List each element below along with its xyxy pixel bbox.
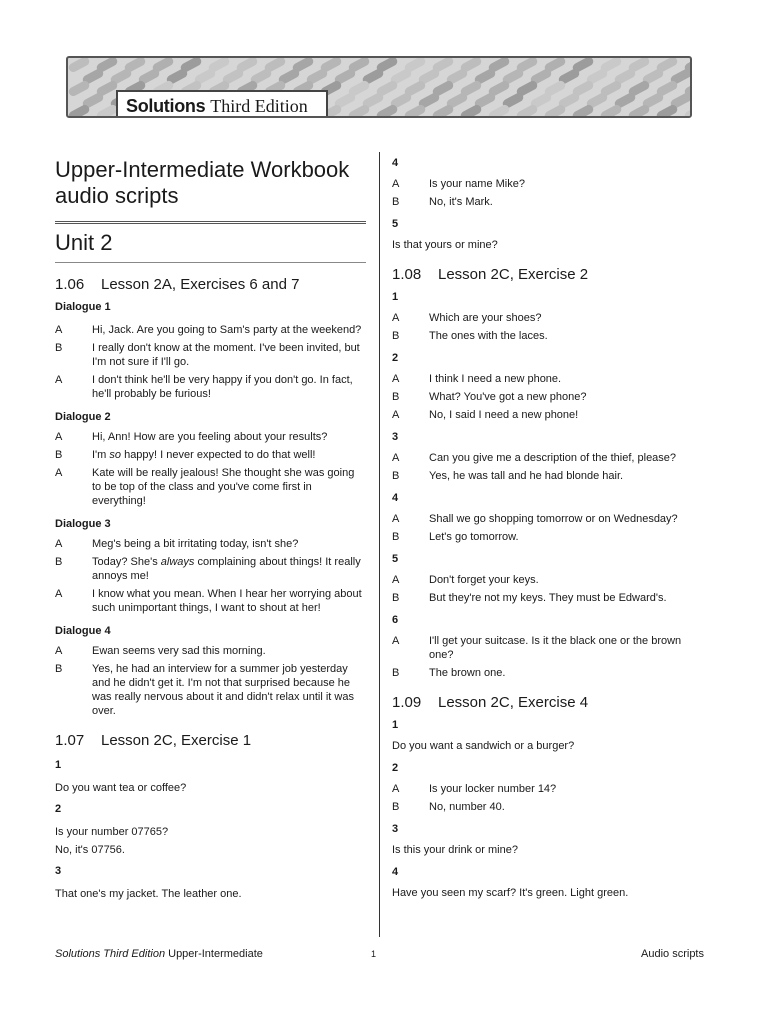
item-number: 3 [392, 431, 399, 443]
line-text: No, I said I need a new phone! [429, 409, 579, 421]
dialogue-line [392, 591, 704, 605]
speaker-label: B [392, 196, 400, 208]
dialogue-line [392, 666, 704, 680]
line-text: Is your locker number 14? [429, 783, 557, 795]
item-number: 2 [55, 803, 62, 815]
section-title: Lesson 2C, Exercise 4 [438, 694, 589, 711]
line-text: No, number 40. [429, 801, 505, 813]
text-part: happy! I never expected to do that well! [121, 449, 316, 461]
text-part: Today? She's [92, 556, 161, 568]
text-part: I'm [92, 449, 110, 461]
line-text: Meg's being a bit irritating today, isn't she? [92, 538, 299, 550]
page-number: 1 [371, 949, 377, 959]
item-text: Is your number 07765? [55, 826, 169, 838]
speaker-label: A [55, 588, 63, 600]
speaker-label: B [55, 663, 63, 675]
speaker-label: A [392, 373, 400, 385]
dialogue-line [55, 323, 366, 337]
line-text: Yes, he was tall and he had blonde hair. [429, 470, 624, 482]
line-text [92, 555, 366, 583]
item-number: 4 [392, 492, 399, 504]
speaker-label: B [392, 391, 400, 403]
dialogue-line [392, 573, 704, 587]
dialogue-label: Dialogue 1 [55, 301, 111, 313]
item-number: 4 [392, 866, 399, 878]
dialogue-label: Dialogue 4 [55, 625, 111, 637]
banner-pill [68, 79, 91, 97]
speaker-label: A [55, 431, 63, 443]
item-number: 2 [392, 352, 399, 364]
section-heading-1-06 [55, 276, 366, 294]
dialogue-line [392, 451, 704, 465]
speaker-label: B [392, 531, 400, 543]
line-text: I think I need a new phone. [429, 373, 562, 385]
speaker-label: A [392, 409, 400, 421]
line-text: No, it's Mark. [429, 196, 493, 208]
unit-heading: Unit 2 [55, 230, 113, 255]
header-banner [66, 56, 692, 118]
speaker-label: A [55, 645, 63, 657]
item-text: Do you want tea or coffee? [55, 782, 187, 794]
section-heading-1-09 [392, 694, 704, 712]
speaker-label: B [55, 556, 63, 568]
line-text: Hi, Jack. Are you going to Sam's party at the weekend? [92, 324, 362, 336]
speaker-label: B [392, 330, 400, 342]
dialogue-label: Dialogue 2 [55, 411, 111, 423]
section-number: 1.09 [392, 694, 422, 711]
text-part: complaining about things! It really annoys me! [92, 556, 361, 582]
speaker-label: B [55, 342, 63, 354]
speaker-label: A [392, 635, 400, 647]
line-text: Ewan seems very sad this morning. [92, 645, 266, 657]
footer-book-title [55, 947, 263, 961]
speaker-label: A [392, 513, 400, 525]
item-number: 5 [392, 218, 399, 230]
item-number: 1 [392, 291, 399, 303]
footer-series: Solutions Third Edition [55, 948, 166, 960]
left-column [55, 150, 366, 901]
emphasis-text: so [109, 449, 122, 461]
dialogue-line [392, 782, 704, 796]
line-text: I know what you mean. When I hear her worrying about such unimportant things, I want to shout at her! [92, 588, 362, 614]
line-text: Hi, Ann! How are you feeling about your results? [92, 431, 328, 443]
speaker-label: B [392, 667, 400, 679]
dialogue-line [392, 408, 704, 422]
dialogue-line [392, 469, 704, 483]
dialogue-line [392, 530, 704, 544]
speaker-label: A [392, 312, 400, 324]
item-text: Is that yours or mine? [392, 239, 498, 251]
line-text: The ones with the laces. [429, 330, 548, 342]
brand-name: Solutions [126, 95, 206, 116]
speaker-label: A [55, 374, 63, 386]
section-title: Lesson 2A, Exercises 6 and 7 [101, 276, 300, 293]
dialogue-line [392, 329, 704, 343]
dialogue-line [392, 634, 704, 662]
dialogue-line [55, 341, 366, 369]
line-text: Is your name Mike? [429, 178, 525, 190]
item-number: 5 [392, 553, 399, 565]
footer-level: Upper-Intermediate [165, 948, 263, 960]
item-text: Do you want a sandwich or a burger? [392, 740, 575, 752]
line-text: I'll get your suitcase. Is it the black one or the brown one? [429, 635, 682, 661]
item-number: 1 [55, 759, 62, 771]
footer-section: Audio scripts [641, 948, 704, 960]
line-text: Don't forget your keys. [429, 574, 539, 586]
item-number: 3 [392, 823, 399, 835]
dialogue-line [55, 430, 366, 444]
line-text [92, 448, 366, 462]
section-title: Lesson 2C, Exercise 2 [438, 266, 589, 283]
dialogue-line [55, 373, 366, 401]
title-line-1: Upper-Intermediate Workbook [55, 157, 350, 182]
column-divider [379, 152, 380, 937]
item-number: 6 [392, 614, 399, 626]
speaker-label: A [55, 467, 63, 479]
dialogue-line [392, 372, 704, 386]
page-footer [55, 947, 704, 961]
brand-logo [116, 90, 328, 118]
speaker-label: A [392, 452, 400, 464]
speaker-label: A [55, 538, 63, 550]
speaker-label: A [55, 324, 63, 336]
dialogue-line [55, 662, 366, 718]
title-line-2: audio scripts [55, 183, 179, 208]
speaker-label: B [55, 449, 63, 461]
banner-pill [68, 58, 91, 74]
dialogue-line [392, 512, 704, 526]
dialogue-line [55, 644, 366, 658]
dialogue-line [55, 587, 366, 615]
section-heading-1-07 [55, 732, 366, 750]
item-text: That one's my jacket. The leather one. [55, 888, 242, 900]
dialogue-line [55, 537, 366, 551]
item-text: No, it's 07756. [55, 844, 125, 856]
dialogue-line [392, 390, 704, 404]
unit-rule [55, 262, 366, 263]
section-number: 1.06 [55, 276, 85, 293]
item-number: 2 [392, 762, 399, 774]
line-text: Can you give me a description of the thief, please? [429, 452, 677, 464]
brand-edition: Third Edition [210, 95, 308, 116]
dialogue-line [55, 555, 366, 583]
dialogue-label: Dialogue 3 [55, 518, 111, 530]
title-rule [55, 221, 366, 224]
dialogue-line [392, 195, 704, 209]
emphasis-text: always [160, 556, 195, 568]
line-text: What? You've got a new phone? [429, 391, 587, 403]
line-text: Yes, he had an interview for a summer job yesterday and he didn't get it. I'm not that surprised because he was really nervous about it and didn't relax until it was over. [92, 663, 354, 717]
line-text: But they're not my keys. They must be Edward's. [429, 592, 667, 604]
speaker-label: B [392, 470, 400, 482]
line-text: Let's go tomorrow. [429, 531, 519, 543]
item-number: 4 [392, 157, 399, 169]
dialogue-line [392, 311, 704, 325]
speaker-label: A [392, 783, 400, 795]
speaker-label: A [392, 574, 400, 586]
dialogue-line [55, 466, 366, 508]
dialogue-line [392, 177, 704, 191]
dialogue-line [55, 448, 366, 462]
line-text: I don't think he'll be very happy if you don't go. In fact, he'll probably be furious! [92, 374, 353, 400]
item-text: Is this your drink or mine? [392, 844, 518, 856]
item-number: 3 [55, 865, 62, 877]
line-text: The brown one. [429, 667, 506, 679]
speaker-label: B [392, 592, 400, 604]
speaker-label: B [392, 801, 400, 813]
document-title [55, 157, 366, 209]
section-heading-1-08 [392, 266, 704, 284]
item-number: 1 [392, 719, 399, 731]
section-title: Lesson 2C, Exercise 1 [101, 732, 252, 749]
section-number: 1.08 [392, 266, 422, 283]
right-column [392, 150, 704, 900]
dialogue-line [392, 800, 704, 814]
line-text: Kate will be really jealous! She thought she was going to be top of the class and you've come first in everything! [92, 467, 355, 507]
line-text: Which are your shoes? [429, 312, 542, 324]
line-text: Shall we go shopping tomorrow or on Wednesday? [429, 513, 678, 525]
line-text: I really don't know at the moment. I've been invited, but I'm not sure if I'll go. [92, 342, 360, 368]
banner-pill [683, 103, 692, 118]
speaker-label: A [392, 178, 400, 190]
item-text: Have you seen my scarf? It's green. Light green. [392, 887, 629, 899]
section-number: 1.07 [55, 732, 85, 749]
